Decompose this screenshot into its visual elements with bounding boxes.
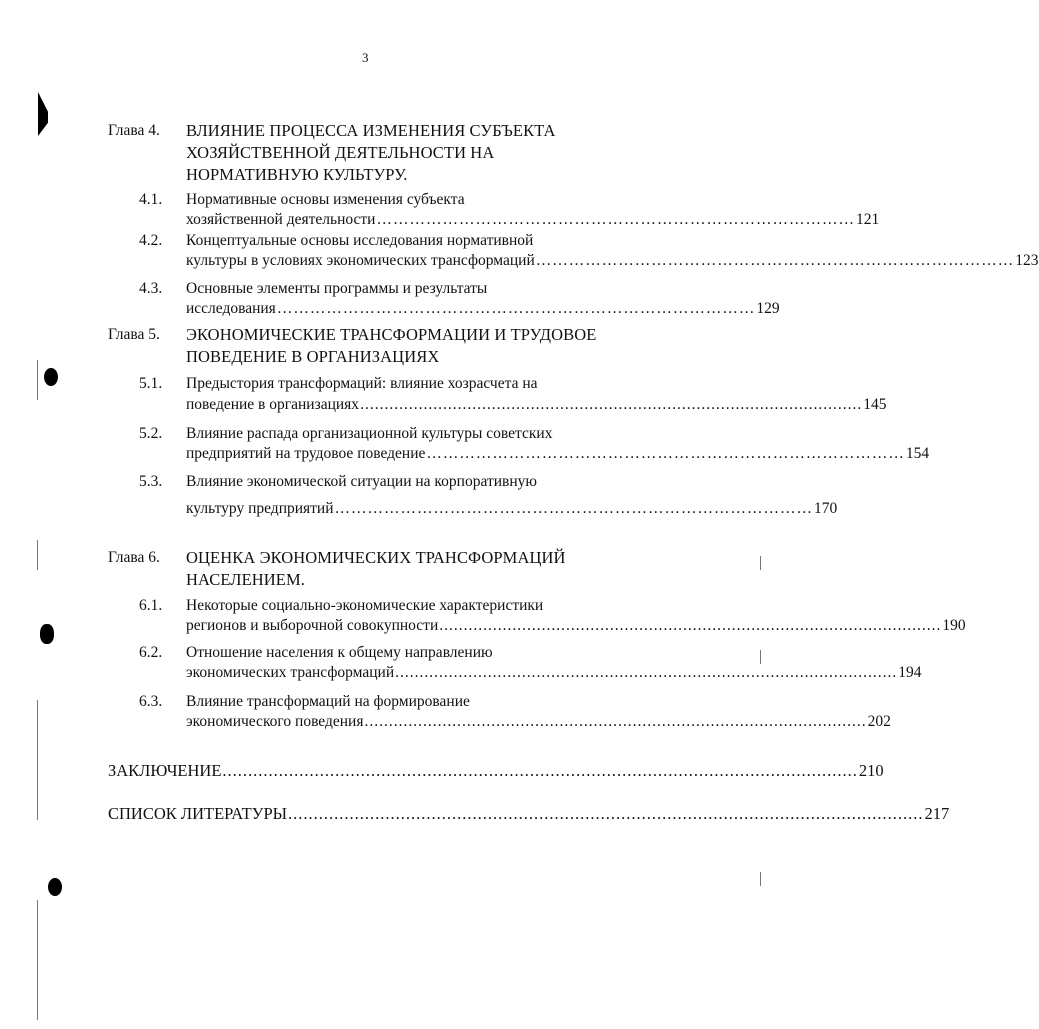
- toc-entry[interactable]: [186, 499, 838, 519]
- section-number: 4.2.: [139, 232, 163, 249]
- toc-entry[interactable]: [186, 299, 780, 319]
- section-title-cont: регионов и выборочной совокупности: [186, 617, 439, 634]
- chapter-title: ОЦЕНКА ЭКОНОМИЧЕСКИХ ТРАНСФОРМАЦИЙ: [186, 548, 566, 567]
- toc-entry[interactable]: [186, 251, 1039, 271]
- section-number: 5.2.: [139, 425, 163, 442]
- dot-leader: ............................................................................................................................: [288, 804, 924, 823]
- section-title: Концептуальные основы исследования нормативной: [186, 232, 534, 249]
- section-number: 4.3.: [139, 280, 163, 297]
- page-ref: 217: [924, 804, 950, 823]
- toc-entry[interactable]: [186, 395, 887, 415]
- dot-leader: .......................................................................................................: [439, 617, 942, 634]
- toc-entry-bibliography[interactable]: [108, 804, 950, 824]
- toc-entry[interactable]: [186, 616, 966, 636]
- dot-leader: .......................................................................................................: [395, 664, 898, 681]
- dot-leader: ……………………………………………………………………………: [426, 445, 905, 462]
- page-ref: 202: [867, 713, 891, 730]
- dot-leader: .......................................................................................................: [360, 396, 863, 413]
- chapter-title: НАСЕЛЕНИЕМ.: [186, 570, 305, 589]
- section-title-cont: экономического поведения: [186, 713, 364, 730]
- section-title: Влияние трансформаций на формирование: [186, 693, 470, 710]
- section-title-cont: поведение в организациях: [186, 396, 360, 413]
- section-number: 5.1.: [139, 375, 163, 392]
- toc-entry[interactable]: [186, 663, 922, 683]
- scan-mark: [48, 878, 62, 896]
- section-title: Некоторые социально-экономические характеристики: [186, 597, 544, 614]
- bibliography-label: СПИСОК ЛИТЕРАТУРЫ: [108, 804, 288, 823]
- scan-mark: [40, 624, 54, 644]
- dot-leader: ……………………………………………………………………………: [334, 500, 814, 517]
- section-title-cont: хозяйственной деятельности: [186, 211, 376, 228]
- dot-leader: ……………………………………………………………………………: [276, 300, 756, 317]
- dot-leader: ……………………………………………………………………………: [376, 211, 855, 228]
- page-ref: 194: [898, 664, 922, 681]
- conclusion-label: ЗАКЛЮЧЕНИЕ: [108, 761, 222, 780]
- scan-mark: [44, 368, 58, 386]
- page-ref: 121: [855, 211, 880, 228]
- page-number: 3: [362, 50, 369, 65]
- section-title-cont: экономических трансформаций: [186, 664, 395, 681]
- section-title: Отношение населения к общему направлению: [186, 644, 493, 661]
- scan-line: [37, 900, 38, 1020]
- scan-mark: [38, 92, 48, 136]
- toc-entry[interactable]: [186, 444, 930, 464]
- page-ref: 123: [1015, 252, 1039, 269]
- page-ref: 190: [942, 617, 966, 634]
- section-title: Основные элементы программы и результаты: [186, 280, 488, 297]
- section-title-cont: культуру предприятий: [186, 500, 334, 517]
- chapter-title: ЭКОНОМИЧЕСКИЕ ТРАНСФОРМАЦИИ И ТРУДОВОЕ: [186, 325, 597, 344]
- toc-entry[interactable]: [186, 210, 880, 230]
- section-number: 6.3.: [139, 693, 163, 710]
- section-title: Влияние распада организационной культуры советских: [186, 425, 553, 442]
- chapter-label: Глава 5.: [108, 326, 160, 343]
- section-number: 5.3.: [139, 473, 163, 490]
- scan-line: [760, 556, 761, 570]
- section-title: Нормативные основы изменения субъекта: [186, 191, 465, 208]
- scan-line: [37, 700, 38, 820]
- section-title: Предыстория трансформаций: влияние хозрасчета на: [186, 375, 538, 392]
- section-title: Влияние экономической ситуации на корпоративную: [186, 473, 537, 490]
- section-number: 4.1.: [139, 191, 163, 208]
- section-number: 6.2.: [139, 644, 163, 661]
- toc-entry[interactable]: [186, 712, 891, 732]
- section-title-cont: предприятий на трудовое поведение: [186, 445, 426, 462]
- dot-leader: ............................................................................................................................: [222, 761, 858, 780]
- section-title-cont: культуры в условиях экономических трансформаций: [186, 252, 535, 269]
- chapter-label: Глава 4.: [108, 122, 160, 139]
- dot-leader: .......................................................................................................: [364, 713, 867, 730]
- page-ref: 129: [756, 300, 780, 317]
- scan-line: [37, 360, 38, 400]
- chapter-title: ВЛИЯНИЕ ПРОЦЕССА ИЗМЕНЕНИЯ СУБЪЕКТА: [186, 121, 556, 140]
- page-ref: 154: [905, 445, 930, 462]
- section-title-cont: исследования: [186, 300, 276, 317]
- scan-line: [760, 872, 761, 886]
- dot-leader: ……………………………………………………………………………: [535, 252, 1015, 269]
- chapter-title: НОРМАТИВНУЮ КУЛЬТУРУ.: [186, 165, 408, 184]
- scan-line: [37, 540, 38, 570]
- chapter-title: ХОЗЯЙСТВЕННОЙ ДЕЯТЕЛЬНОСТИ НА: [186, 143, 495, 162]
- chapter-title: ПОВЕДЕНИЕ В ОРГАНИЗАЦИЯХ: [186, 347, 440, 366]
- scan-line: [760, 650, 761, 664]
- chapter-label: Глава 6.: [108, 549, 160, 566]
- toc-entry-conclusion[interactable]: [108, 761, 884, 781]
- page-ref: 210: [858, 761, 884, 780]
- page-ref: 145: [863, 396, 887, 413]
- page-ref: 170: [814, 500, 838, 517]
- section-number: 6.1.: [139, 597, 163, 614]
